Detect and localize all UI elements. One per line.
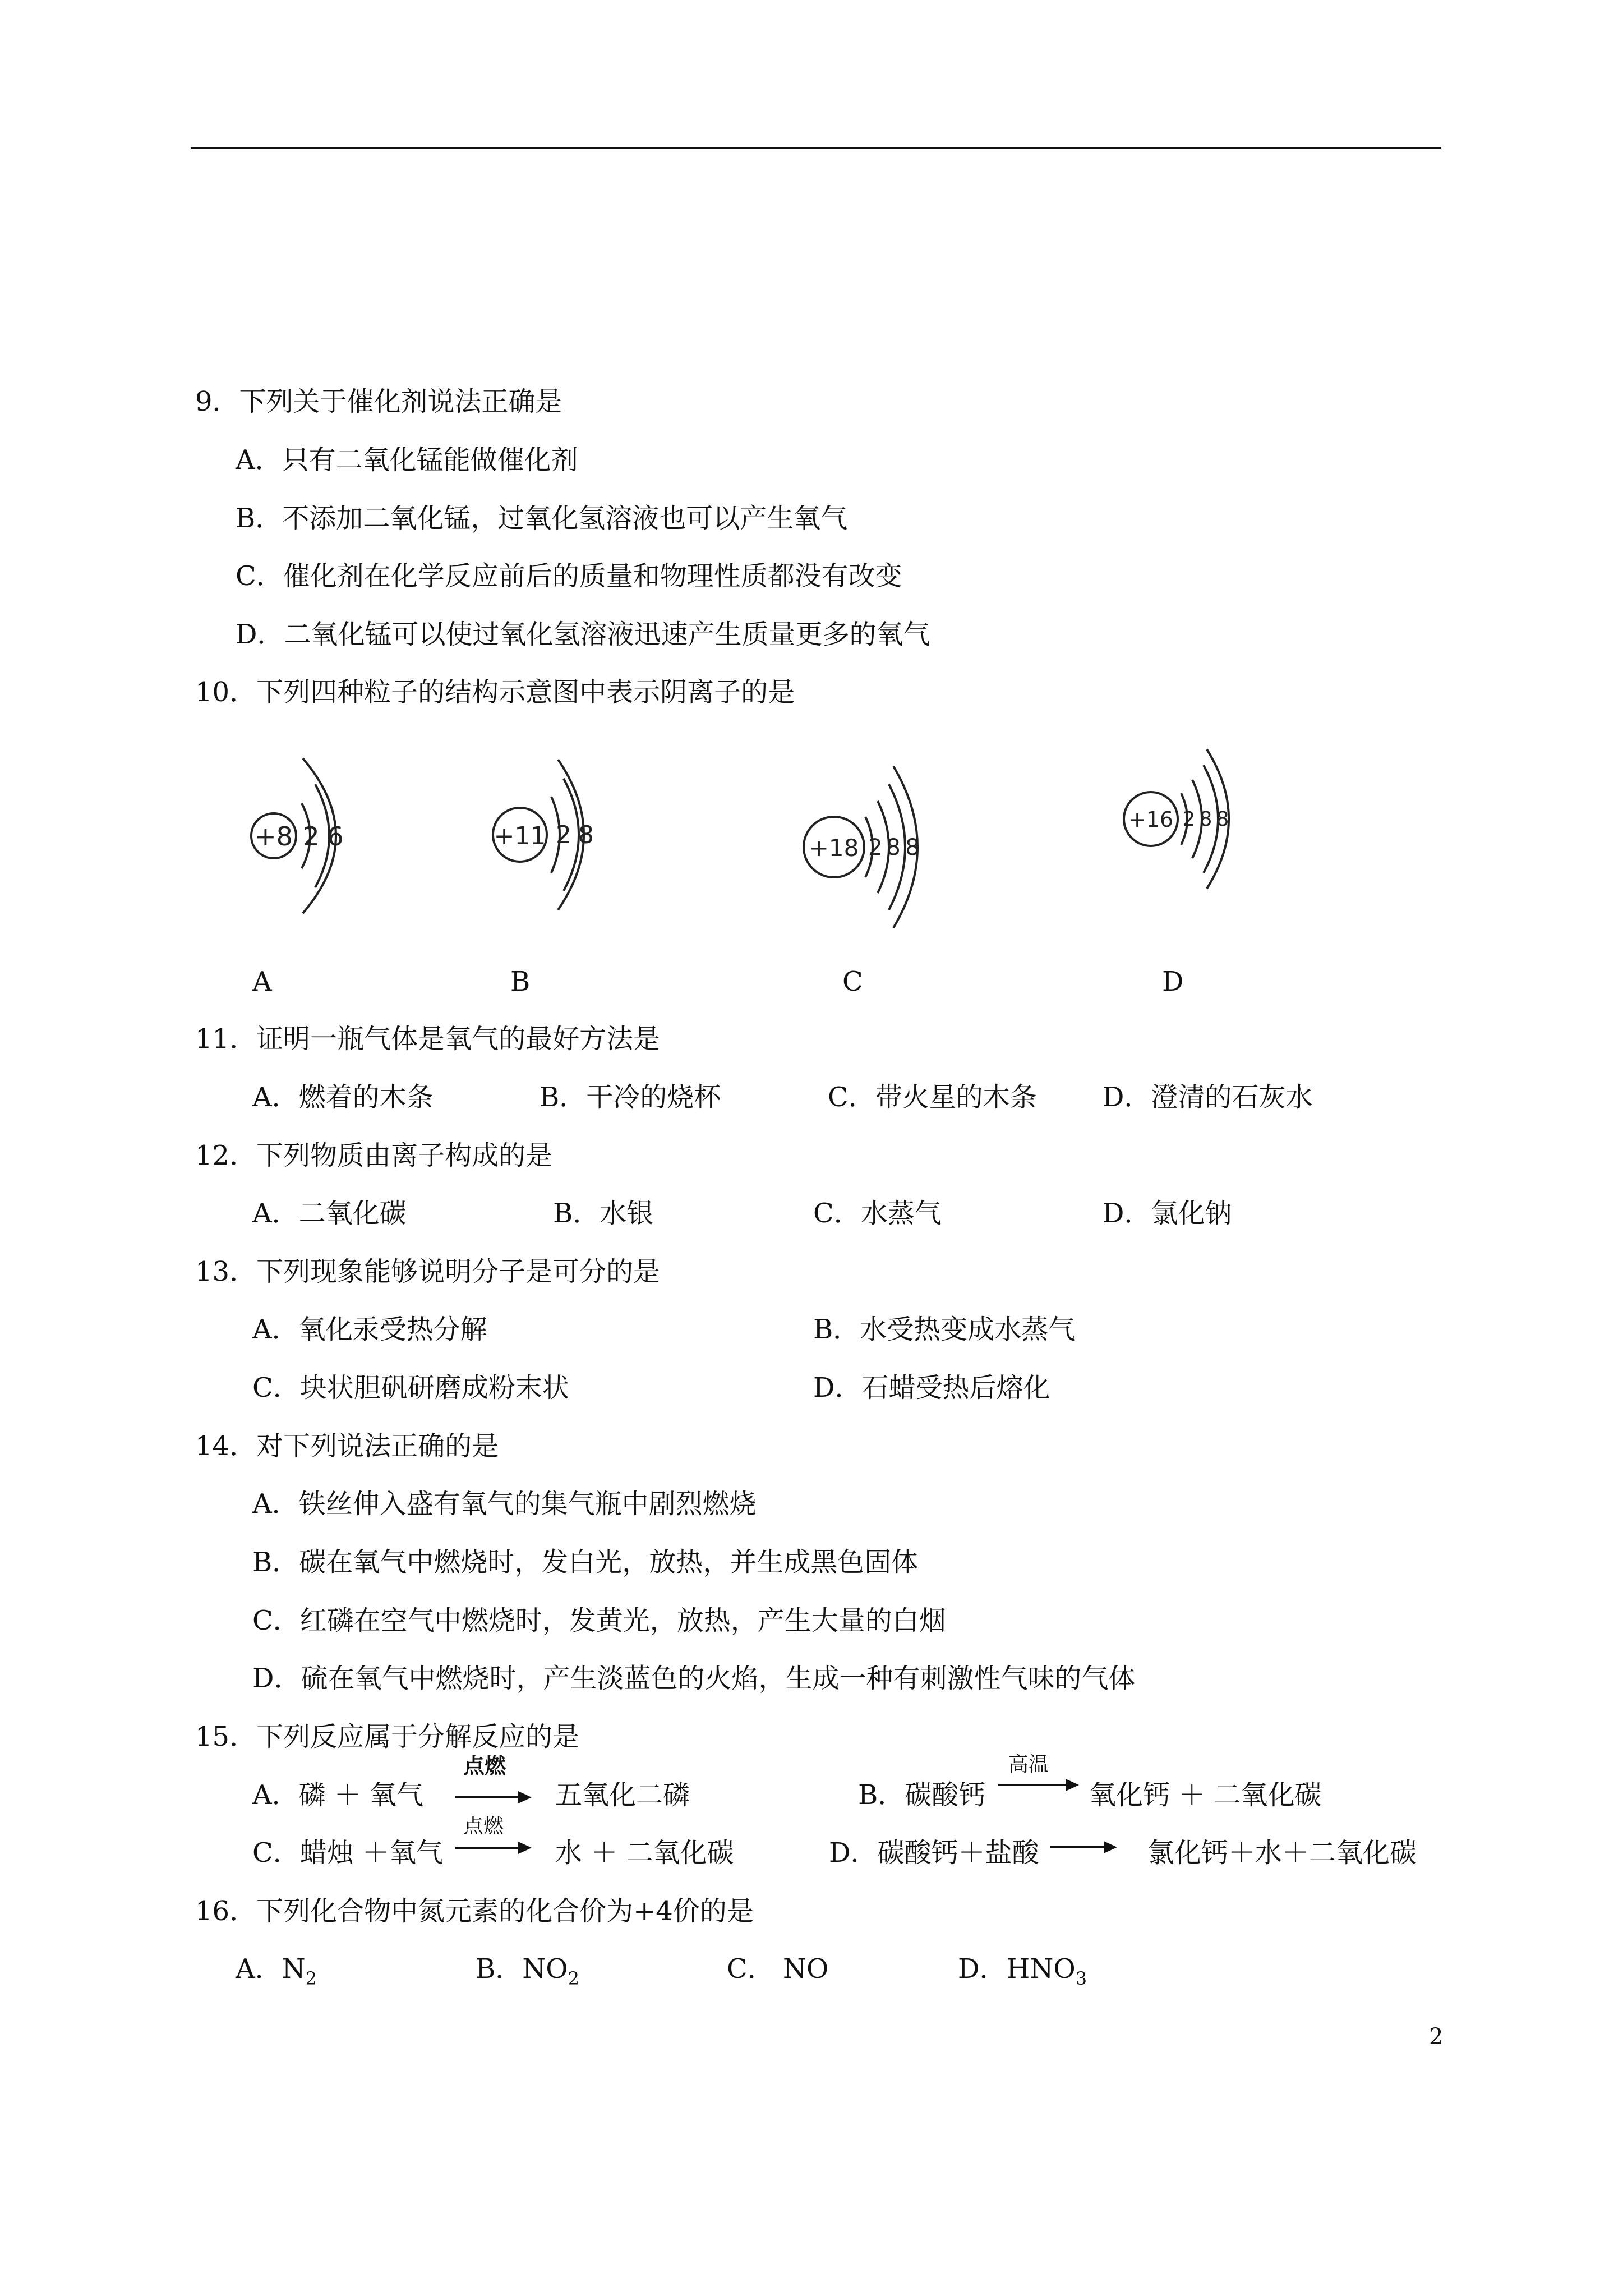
atom-label-c: C (842, 966, 863, 997)
q15-option-d-products: 氯化钙＋水＋二氧化碳 (1147, 1837, 1417, 1869)
q11-option-d: D．澄清的石灰水 (1103, 1082, 1313, 1113)
q12-option-b: B．水银 (553, 1198, 654, 1229)
q16-option-a: A．$N_2$ (236, 1953, 317, 1989)
atom-b-shell-1: 2 (556, 821, 571, 849)
atom-a-shell-2: 6 (327, 821, 344, 852)
q14-option-b: B．碳在氧气中燃烧时，发白光，放热，并生成黑色固体 (252, 1547, 919, 1578)
q9-option-b: B．不添加二氧化锰，过氧化氢溶液也可以产生氧气 (236, 503, 848, 534)
atom-label-d: D (1162, 966, 1184, 997)
q15-option-c-products: 水 ＋ 二氧化碳 (555, 1837, 734, 1869)
q15-option-d-reactants: D．碳酸钙＋盐酸 (829, 1837, 1039, 1869)
atom-d-shell-3: 8 (1216, 808, 1229, 831)
atom-diagram-d (1116, 746, 1251, 892)
q11-stem: 11．证明一瓶气体是氧气的最好方法是 (195, 1023, 661, 1055)
atom-a-nucleus: +8 (255, 821, 293, 852)
q13-stem: 13．下列现象能够说明分子是可分的是 (195, 1256, 661, 1287)
q16-option-d: D．$HNO_3$ (958, 1953, 1087, 1989)
q12-option-c: C．水蒸气 (813, 1198, 942, 1229)
atom-diagram-a (241, 752, 365, 920)
q16-option-c: C． NO (727, 1953, 829, 1985)
q14-option-c: C．红磷在空气中燃烧时，发黄光，放热，产生大量的白烟 (252, 1605, 946, 1636)
q15-stem: 15．下列反应属于分解反应的是 (195, 1721, 580, 1752)
q15-option-c-reactants: C．蜡烛 ＋氧气 (252, 1837, 443, 1869)
q16-option-b: B．$NO_2$ (476, 1953, 579, 1989)
q13-option-a: A．氧化汞受热分解 (252, 1314, 487, 1345)
q15-option-a-product: 五氧化二磷 (555, 1779, 690, 1811)
atom-d-nucleus: +16 (1128, 807, 1174, 832)
q9-option-a: A．只有二氧化锰能做催化剂 (236, 444, 578, 476)
atom-d-shell-1: 2 (1182, 808, 1196, 831)
atom-c-nucleus: +18 (809, 834, 859, 862)
atom-label-b: B (510, 966, 531, 997)
q13-option-d: D．石蜡受热后熔化 (813, 1372, 1050, 1404)
atom-d-shell-2: 8 (1199, 808, 1212, 831)
atom-c-shell-3: 8 (905, 835, 920, 861)
q15-option-b-condition: 高温 (1008, 1753, 1049, 1776)
atom-a-shell-1: 2 (303, 821, 320, 852)
q15-option-a-condition: 点燃 (463, 1754, 506, 1778)
atom-diagram-c (794, 763, 939, 931)
q15-option-c-arrow (455, 1847, 529, 1849)
atom-c-shell-2: 8 (886, 835, 901, 861)
q9-option-d: D．二氧化锰可以使过氧化氢溶液迅速产生质量更多的氧气 (236, 619, 930, 650)
q15-option-a-reactants: A．磷 ＋ 氧气 (252, 1779, 424, 1811)
q15-option-b-reactants: B．碳酸钙 (858, 1779, 986, 1811)
q12-option-d: D．氯化钠 (1103, 1198, 1232, 1229)
q13-option-c: C．块状胆矾研磨成粉末状 (252, 1372, 569, 1404)
atom-b-nucleus: +11 (494, 822, 546, 850)
q12-option-a: A．二氧化碳 (252, 1198, 407, 1229)
page-number: 2 (1429, 2024, 1444, 2050)
q13-option-b: B．水受热变成水蒸气 (813, 1314, 1076, 1345)
q11-option-b: B．干冷的烧杯 (540, 1082, 721, 1113)
q16-stem: 16．下列化合物中氮元素的化合价为+4价的是 (195, 1895, 754, 1927)
q14-option-a: A．铁丝伸入盛有氧气的集气瓶中剧烈燃烧 (252, 1488, 757, 1520)
q9-option-c: C．催化剂在化学反应前后的质量和物理性质都没有改变 (236, 560, 902, 592)
atom-label-a: A (252, 966, 272, 997)
atom-c-shell-1: 2 (868, 835, 883, 861)
q15-option-c-condition: 点燃 (463, 1815, 504, 1838)
q15-option-a-arrow (455, 1796, 529, 1798)
q14-option-d: D．硫在氧气中燃烧时，产生淡蓝色的火焰，生成一种有刺激性气味的气体 (252, 1663, 1136, 1694)
atom-b-shell-2: 8 (578, 821, 594, 849)
q11-option-a: A．燃着的木条 (252, 1082, 434, 1113)
q12-stem: 12．下列物质由离子构成的是 (195, 1140, 553, 1171)
q15-option-b-products: 氧化钙 ＋ 二氧化碳 (1089, 1779, 1322, 1811)
q9-stem: 9．下列关于催化剂说法正确是 (195, 386, 562, 417)
q11-option-c: C．带火星的木条 (828, 1082, 1037, 1113)
q14-stem: 14．对下列说法正确的是 (195, 1430, 499, 1462)
q10-stem: 10．下列四种粒子的结构示意图中表示阴离子的是 (195, 677, 795, 708)
atom-diagram-b (479, 752, 608, 920)
q15-option-d-arrow (1050, 1846, 1115, 1848)
q15-option-b-arrow (998, 1784, 1077, 1786)
header-rule (191, 147, 1441, 149)
